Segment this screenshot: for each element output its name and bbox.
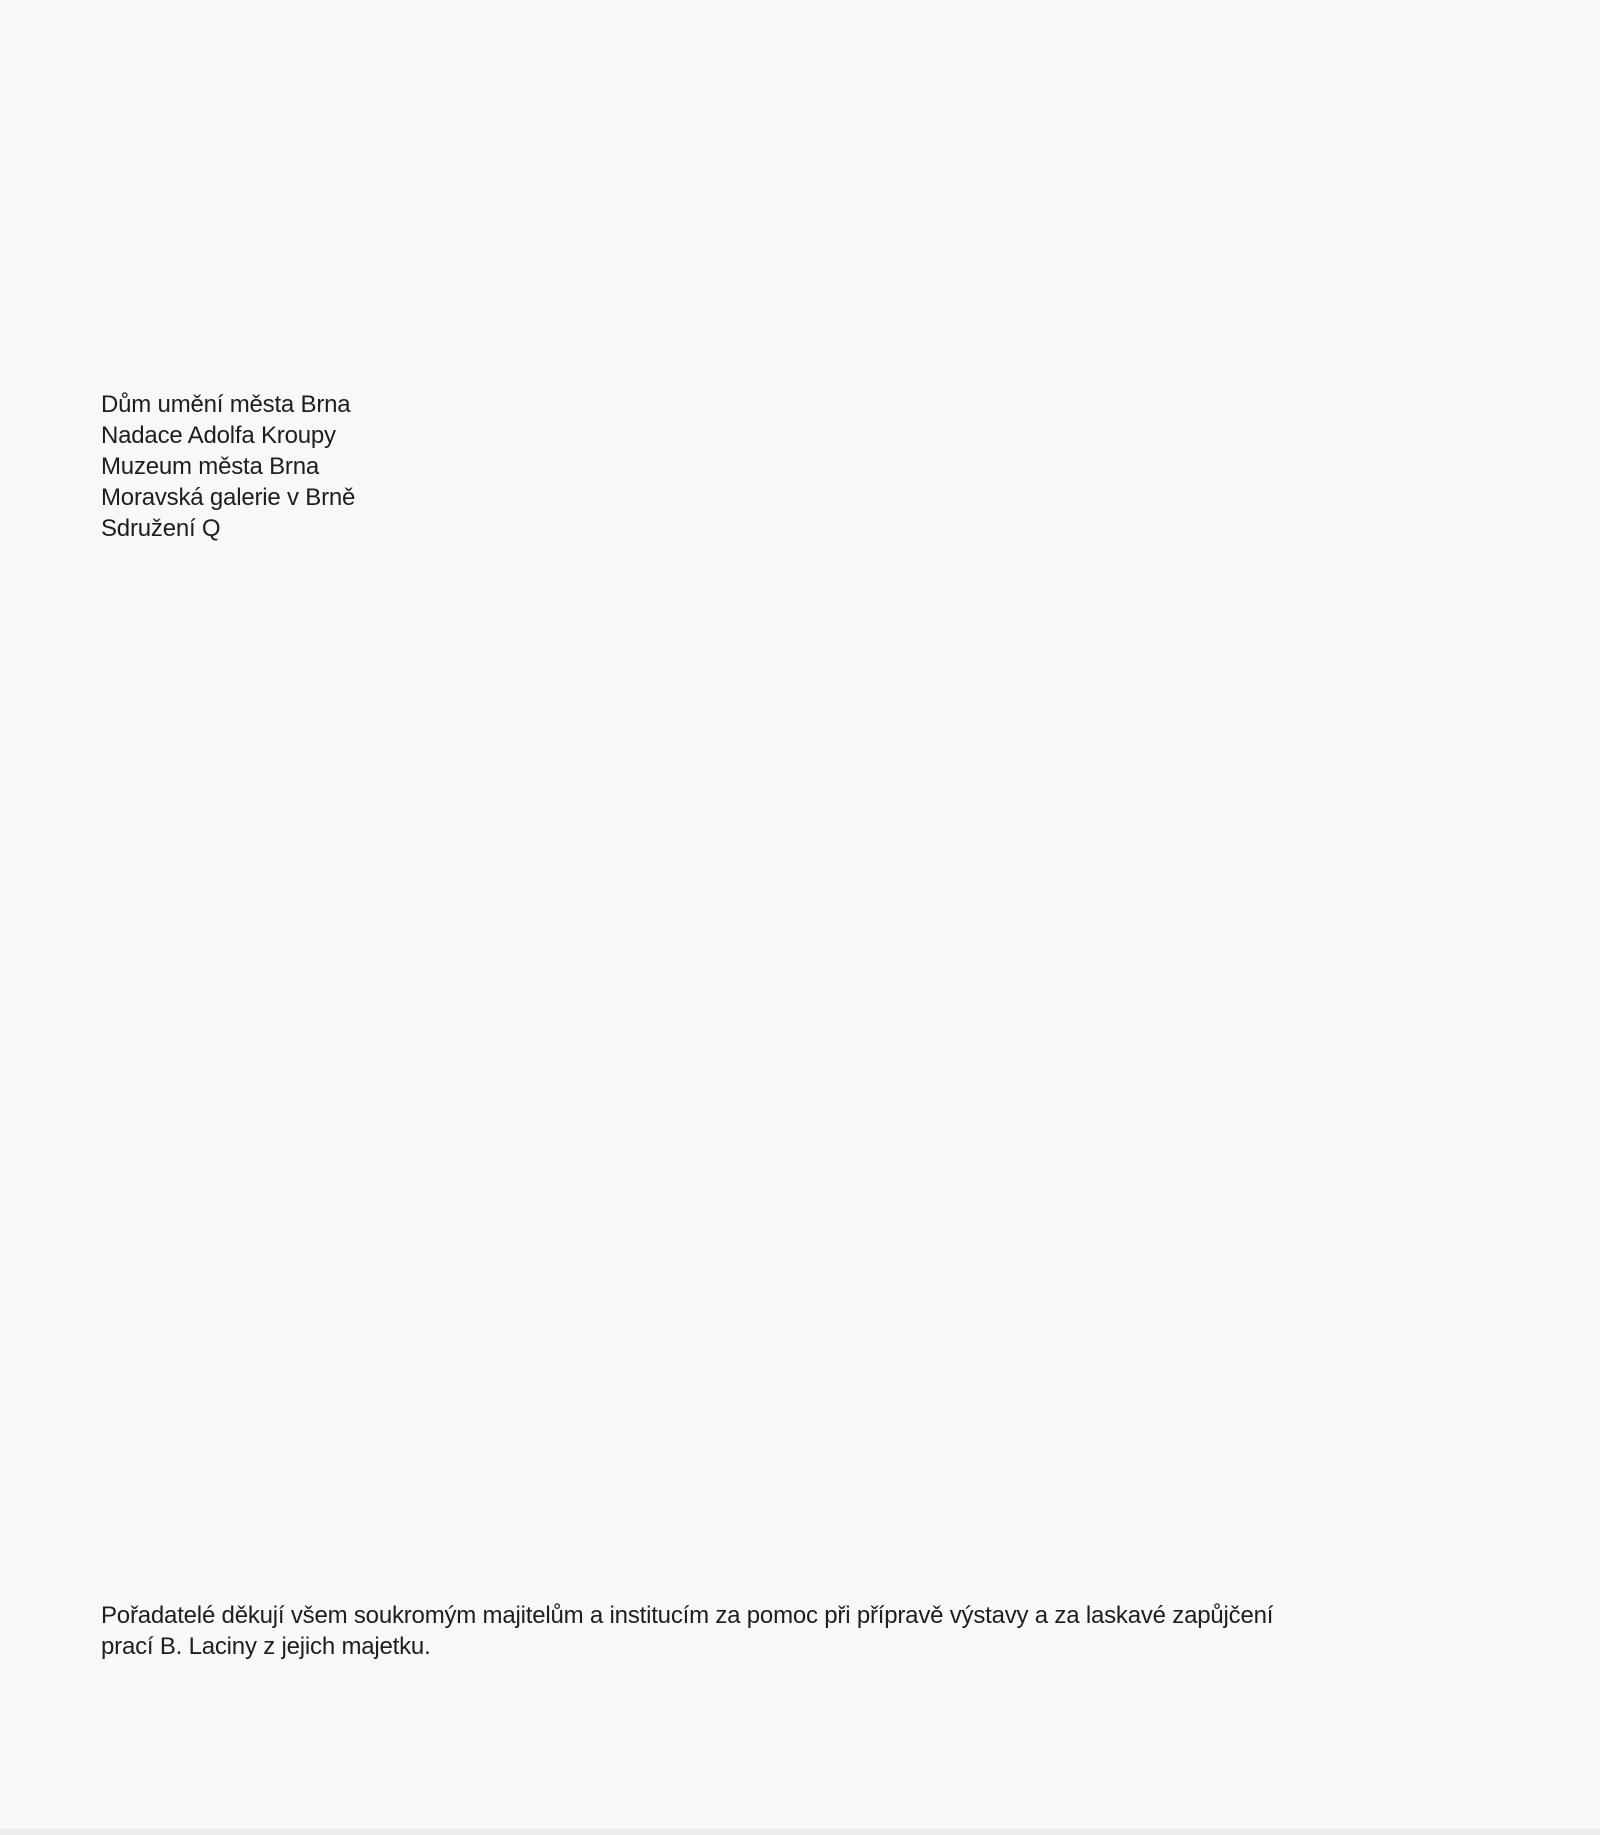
sponsor-item: Sdružení Q [101,515,221,542]
sponsor-item: Muzeum města Brna [101,453,320,480]
sponsor-item: Dům umění města Brna [101,391,351,418]
acknowledgement-line: prací B. Laciny z jejich majetku. [101,1633,431,1660]
acknowledgement-line: Pořadatelé děkují všem soukromým majitelům a institucím za pomoc při přípravě výstavy a za laskavé zapůjčení [101,1602,1274,1629]
sponsor-list [101,389,601,544]
sponsor-item: Nadace Adolfa Kroupy [101,422,336,449]
acknowledgement-text [101,1600,1481,1662]
page-edge [0,1829,1600,1835]
sponsor-item: Moravská galerie v Brně [101,484,356,511]
